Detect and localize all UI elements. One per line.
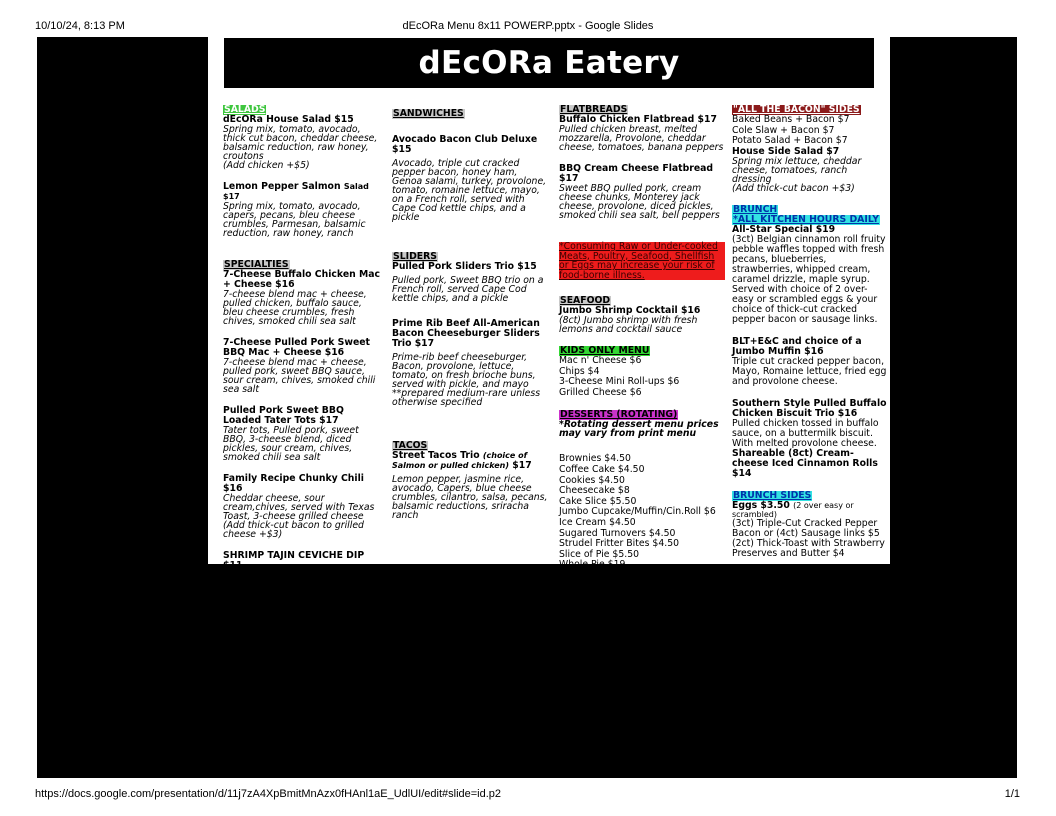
menu-item-desc: Cheddar cheese, sour cream,chives, served with Texas Toast, 3-cheese grilled cheese (Add thick-cut bacon to grilled cheese +$3) bbox=[223, 493, 375, 540]
menu-item-name: Southern Style Pulled Buffalo Chicken Biscuit Trio $16 bbox=[732, 397, 887, 419]
menu-item-desc: 7-cheese blend mac + cheese, pulled pork, sweet BBQ sauce, sour cream, chives, smoked chili sea salt bbox=[223, 357, 376, 395]
list-item: Strudel Fritter Bites $4.50 bbox=[559, 538, 680, 550]
section-heading-bacon-sides: "ALL THE BACON" SIDES bbox=[733, 104, 860, 115]
menu-item-name: BLT+E&C and choice of a Jumbo Muffin $16 bbox=[732, 335, 862, 357]
menu-item-desc: Spring mix lettuce, cheddar cheese, tomatoes, ranch dressing bbox=[732, 155, 862, 185]
menu-item-desc: Spring mix, tomato, avocado, capers, pecans, bleu cheese crumbles, Parmesan, balsamic reduction, raw honey, ranch bbox=[223, 201, 366, 239]
section-heading-brunch-sides: BRUNCH SIDES bbox=[733, 489, 812, 501]
menu-item-name: All-Star Special $19 bbox=[732, 223, 836, 235]
menu-item-desc: Pulled chicken tossed in buffalo sauce, on a buttermilk biscuit. With melted provolone cheese. bbox=[732, 417, 879, 449]
menu-item-desc: (3ct) Belgian cinnamon roll fruity pebble waffles topped with fresh pecans, blueberries, strawberries, whipped cream, caramel drizzle, maple syrup. Served with choice of 2 over-easy or scrambled eggs & your choice of thick-cut cracked pepper bacon or sausage links. bbox=[732, 233, 886, 325]
list-item: Slice of Pie $5.50 bbox=[559, 548, 640, 560]
menu-item-name: House Side Salad $7 bbox=[732, 145, 840, 157]
list-item: Coffee Cake $4.50 bbox=[559, 463, 645, 475]
menu-item-desc: Pulled pork, Sweet BBQ trio on a French roll, served Cape Cod kettle chips, and a pickle bbox=[392, 275, 544, 304]
menu-item-name: BBQ Cream Cheese Flatbread $17 bbox=[559, 163, 714, 184]
list-item: Chips $4 bbox=[559, 365, 600, 377]
section-heading-salads: SALADS bbox=[224, 104, 266, 115]
menu-item-name: Avocado Bacon Club Deluxe $15 bbox=[392, 134, 538, 155]
menu-item-name: Pulled Pork Sweet BBQ Loaded Tater Tots $17 bbox=[223, 405, 344, 426]
restaurant-title: dEcORa Eatery bbox=[224, 38, 874, 88]
menu-item-desc: 7-cheese blend mac + cheese, pulled chicken, buffalo sauce, bleu cheese crumbles, fresh chives, smoked chili sea salt bbox=[223, 289, 367, 327]
menu-item-name: Prime Rib Beef All-American Bacon Cheeseburger Sliders Trio $17 bbox=[392, 318, 540, 349]
menu-column-4 bbox=[732, 105, 888, 559]
food-safety-warning: *Consuming Raw or Under-cooked Meats, Poultry, Seafood, Shellfish or Eggs may increase your risk of food-borne illness. bbox=[559, 242, 725, 280]
page-count: 1/1 bbox=[1004, 788, 1020, 800]
list-item: Sugared Turnovers $4.50 bbox=[559, 527, 676, 539]
menu-item-name: Eggs $3.50 (2 over easy or scrambled) bbox=[732, 499, 854, 519]
print-header bbox=[0, 0, 1056, 36]
section-heading-flatbreads: FLATBREADS bbox=[560, 104, 628, 115]
list-item: Potato Salad + Bacon $7 bbox=[732, 135, 848, 147]
list-item: Ice Cream $4.50 bbox=[559, 516, 636, 528]
section-heading-sandwiches: SANDWICHES bbox=[393, 108, 464, 119]
list-item: Jumbo Cupcake/Muffin/Cin.Roll $6 bbox=[559, 506, 716, 518]
list-item: Baked Beans + Bacon $7 bbox=[732, 114, 850, 125]
menu-item-name: SHRIMP TAJIN CEVICHE DIP $11 bbox=[223, 550, 365, 571]
menu-item-desc: (8ct) Jumbo shrimp with fresh lemons and cocktail sauce bbox=[559, 315, 698, 335]
menu-item-desc: Tater tots, Pulled pork, sweet BBQ, 3-cheese blend, diced pickles, sour cream, chives, smoked chili sea salt bbox=[223, 425, 359, 463]
list-item: Mac n' Cheese $6 bbox=[559, 355, 642, 366]
menu-item-desc: Prime-rib beef cheeseburger, Bacon, provolone, lettuce, tomato, on fresh brioche buns, served with pickle, and mayo bbox=[392, 352, 536, 390]
menu-item-name: dEcORa House Salad $15 bbox=[223, 114, 354, 125]
list-item: Grilled Cheese $6 bbox=[559, 386, 642, 398]
section-heading-specialties: SPECIALTIES bbox=[224, 259, 289, 270]
list-item: Whole Pie $19 bbox=[559, 559, 626, 571]
menu-item-desc: Lemon pepper, jasmine rice, avocado, Capers, blue cheese crumbles, cilantro, salsa, pecans, balsamic reductions, sriracha ranch bbox=[392, 474, 548, 521]
menu-item-name: Buffalo Chicken Flatbread $17 bbox=[559, 114, 717, 125]
menu-item-name: 7-Cheese Buffalo Chicken Mac + Cheese $16 bbox=[223, 269, 381, 290]
menu-item-note: (Add chicken +$5) bbox=[223, 160, 310, 171]
list-item: 3-Cheese Mini Roll-ups $6 bbox=[559, 376, 680, 388]
list-item: (3ct) Triple-Cut Cracked Pepper Bacon or (4ct) Sausage links $5 bbox=[732, 517, 880, 539]
menu-item-note: (Add thick-cut bacon +$3) bbox=[732, 182, 855, 194]
menu-item-name: Lemon Pepper Salmon Salad $17 bbox=[223, 181, 369, 201]
menu-item-desc: Fresh cooked shrimp, lemon, lime, OJ, Jalapenos, cucumbers, red onions, avocado. Served with Cape Cod kettle chips bbox=[223, 570, 379, 608]
menu-slide bbox=[208, 37, 890, 608]
section-heading-tacos: TACOS bbox=[393, 440, 428, 451]
menu-column-1 bbox=[223, 105, 381, 607]
document-title: dEcORa Menu 8x11 POWERP.pptx - Google Slides bbox=[402, 20, 654, 32]
menu-item-name: Jumbo Shrimp Cocktail $16 bbox=[559, 305, 701, 316]
section-heading-desserts: DESSERTS (ROTATING) bbox=[560, 409, 678, 421]
section-heading-kids: KIDS ONLY MENU bbox=[560, 345, 650, 356]
list-item: Cookies $4.50 bbox=[559, 474, 625, 486]
list-item: (2ct) Thick-Toast with Strawberry Preserves and Butter $4 bbox=[732, 537, 885, 559]
list-item: Cole Slaw + Bacon $7 bbox=[732, 124, 835, 136]
menu-item-desc: Avocado, triple cut cracked pepper bacon, honey ham, Genoa salami, turkey, provolone, tomato, romaine lettuce, mayo, on a French roll, served with Cape Cod kettle chips, and a pickle bbox=[392, 158, 547, 223]
document-url: https://docs.google.com/presentation/d/11j7zA4XpBmitMnAzx0fHAnl1aE_UdlUI/edit#slide=id.p2 bbox=[35, 788, 502, 800]
brunch-hours: *ALL KITCHEN HOURS DAILY bbox=[733, 213, 880, 225]
section-heading-brunch: BRUNCH bbox=[733, 203, 778, 215]
list-item: Brownies $4.50 bbox=[559, 453, 631, 465]
section-heading-seafood: SEAFOOD bbox=[560, 295, 611, 306]
menu-column-2 bbox=[392, 105, 550, 520]
menu-item-name: Shareable (8ct) Cream-cheese Iced Cinnamon Rolls $14 bbox=[732, 447, 878, 479]
print-date: 10/10/24, 8:13 PM bbox=[35, 20, 125, 32]
menu-item-note: **prepared medium-rare unless otherwise specified bbox=[392, 388, 541, 408]
menu-item-desc: Spring mix, tomato, avocado, thick cut bacon, cheddar cheese, balsamic reduction, raw honey, croutons bbox=[223, 124, 378, 162]
desserts-note: *Rotating dessert menu prices may vary from print menu bbox=[559, 419, 719, 440]
menu-item-desc: Sweet BBQ pulled pork, cream cheese chunks, Monterey jack cheese, provolone, diced pickles, smoked chili sea salt, bell peppers bbox=[559, 183, 720, 221]
menu-item-desc: Triple cut cracked pepper bacon, Mayo, Romaine lettuce, fried egg and provolone cheese. bbox=[732, 355, 887, 387]
menu-item-name: Family Recipe Chunky Chili $16 bbox=[223, 473, 364, 494]
section-heading-sliders: SLIDERS bbox=[393, 251, 438, 262]
list-item: Cake Slice $5.50 bbox=[559, 495, 637, 507]
list-item: Cheesecake $8 bbox=[559, 485, 630, 497]
menu-column-3 bbox=[559, 105, 725, 571]
menu-item-name: 7-Cheese Pulled Pork Sweet BBQ Mac + Cheese $16 bbox=[223, 337, 371, 358]
menu-item-name: Pulled Pork Sliders Trio $15 bbox=[392, 261, 537, 272]
menu-item-name: Street Tacos Trio (choice of Salmon or pulled chicken) $17 bbox=[392, 450, 532, 471]
menu-item-desc: Pulled chicken breast, melted mozzarella, Provolone, cheddar cheese, tomatoes, banana peppers bbox=[559, 124, 724, 153]
